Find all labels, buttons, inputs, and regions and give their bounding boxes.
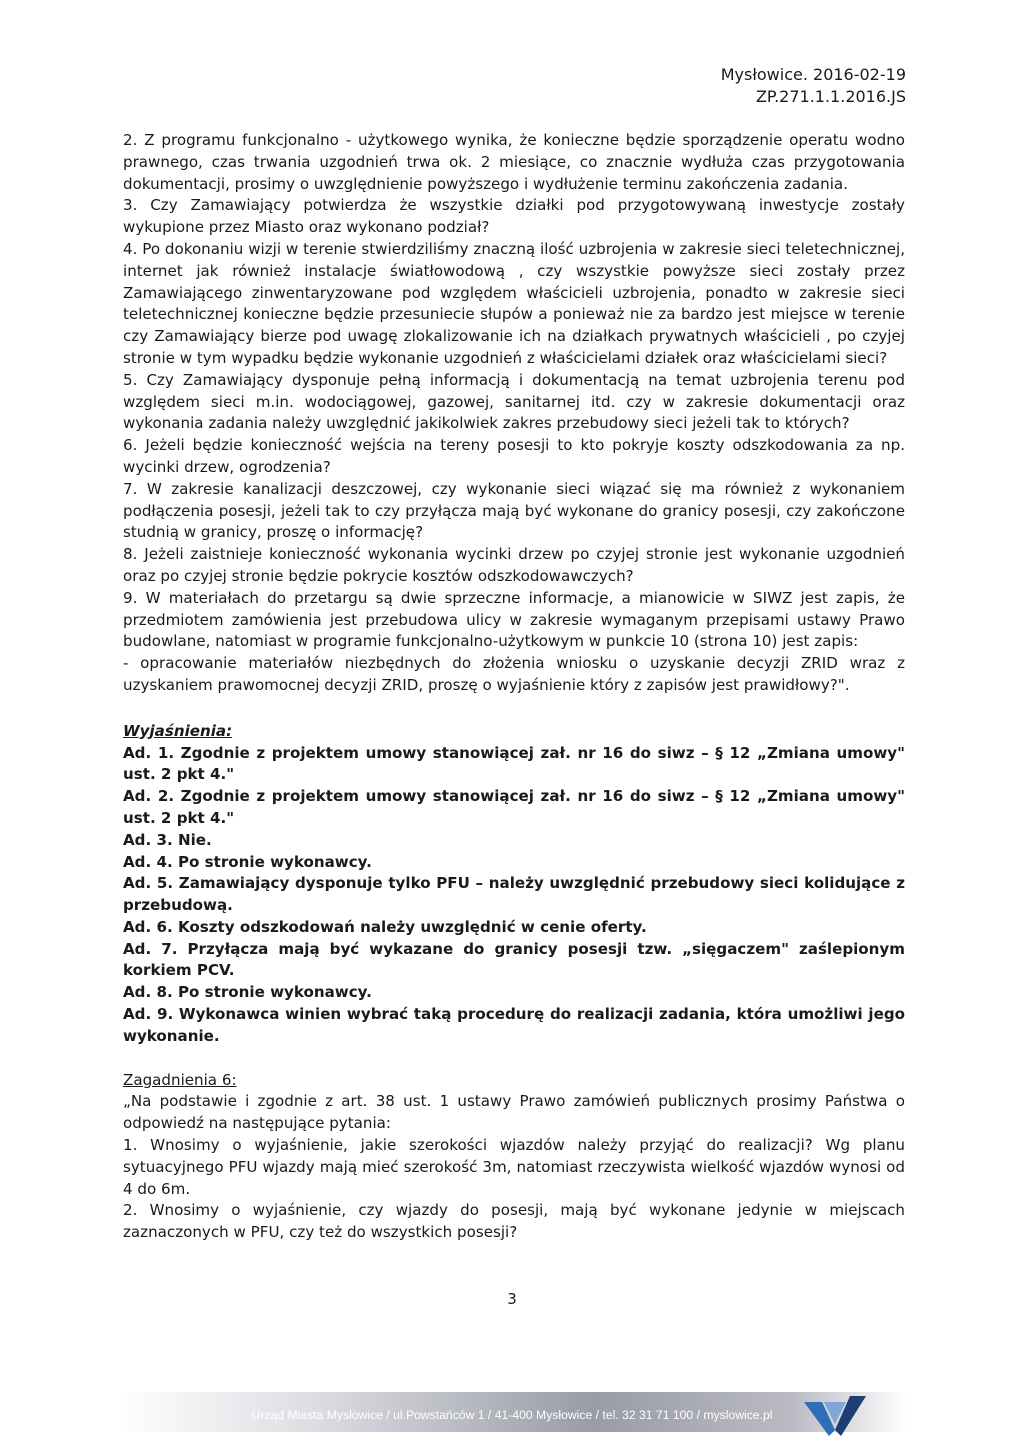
answer-3: Ad. 3. Nie.	[123, 830, 212, 849]
city-date: Mysłowice. 2016-02-19	[720, 65, 906, 84]
issues-heading: Zagadnienia 6:	[123, 1070, 237, 1089]
page-number: 3	[507, 1290, 517, 1308]
question-2: 2. Z programu funkcjonalno - użytkowego wynika, że konieczne będzie sporządzenie operatu wodno prawnego, czas trwania uzgodnień trwa ok. 2 miesiące, co znacznie wydłuża czas przygotowania dokumentacji, prosimy o uwzględnienie powyższego i wydłużenie terminu zakończenia zadania.	[123, 131, 905, 193]
issues-intro: „Na podstawie i zgodnie z art. 38 ust. 1 ustawy Prawo zamówień publicznych prosimy Państwa o odpowiedź na następujące pytania:	[123, 1092, 905, 1133]
footer-address: Urząd Miasta Mysłowice / ul.Powstańców 1 / 41-400 Mysłowice / tel. 32 31 71 100 / myslowice.pl	[251, 1408, 773, 1422]
question-8: 8. Jeżeli zaistnieje konieczność wykonania wycinki drzew po czyjej stronie jest wykonanie uzgodnień oraz po czyjej stronie będzie pokrycie kosztów odszkodowawczych?	[123, 545, 905, 585]
spacer	[123, 1048, 905, 1070]
spacer	[123, 697, 905, 721]
answer-2: Ad. 2. Zgodnie z projektem umowy stanowiącej zał. nr 16 do siwz – § 12 „Zmiana umowy" ust. 2 pkt 4."	[123, 787, 905, 827]
answer-5: Ad. 5. Zamawiający dysponuje tylko PFU – należy uwzględnić przebudowy sieci kolidujące z przebudową.	[123, 874, 905, 915]
issues-question-1: 1. Wnosimy o wyjaśnienie, jakie szerokości wjazdów należy przyjąć do realizacji? Wg planu sytuacyjnego PFU wjazdy mają mieć szerokość 3m, natomiast rzeczywista wielkość wjazdów wynosi od 4 do 6m.	[123, 1136, 905, 1198]
explanations-heading: Wyjaśnienia:	[123, 721, 233, 740]
city-logo-icon	[800, 1386, 870, 1438]
question-7: 7. W zakresie kanalizacji deszczowej, czy wykonanie sieci wiązać się ma również z wykonaniem podłączenia posesji, jeżeli tak to czy przyłącza mają być wykonane do granicy posesji, czy zakończone studnią w granicy, proszę o informację?	[123, 479, 905, 542]
document-body	[123, 130, 905, 1244]
question-9: 9. W materiałach do przetargu są dwie sprzeczne informacje, a mianowicie w SIWZ jest zapis, że przedmiotem zamówienia jest przebudowa ulicy w zakresie wymaganym przepisami ustawy Prawo budowlane, natomiast w programie funkcjonalno-użytkowym w punkcie 10 (strona 10) jest zapis:	[123, 588, 905, 651]
answer-6: Ad. 6. Koszty odszkodowań należy uwzględnić w cenie oferty.	[123, 917, 647, 936]
answer-9: Ad. 9. Wykonawca winien wybrać taką procedurę do realizacji zadania, która umożliwi jego wykonanie.	[123, 1005, 905, 1045]
document-header	[721, 64, 906, 108]
issues-question-2: 2. Wnosimy o wyjaśnienie, czy wjazdy do posesji, mają być wykonane jedynie w miejscach zaznaczonych w PFU, czy też do wszystkich posesji?	[123, 1201, 905, 1242]
question-5: 5. Czy Zamawiający dysponuje pełną informacją i dokumentacją na temat uzbrojenia terenu pod względem sieci m.in. wodociągowej, gazowej, sanitarnej itd. czy w zakresie dokumentacji oraz wykonania zadania należy uwzględnić jakikolwiek zakres przebudowy sieci jeżeli tak to których?	[123, 370, 905, 433]
answer-4: Ad. 4. Po stronie wykonawcy.	[123, 852, 372, 871]
question-4: 4. Po dokonaniu wizji w terenie stwierdziliśmy znaczną ilość uzbrojenia w zakresie sieci teletechnicznej, internet jak również instalacje światłowodową , czy wszystkie powyższe sieci zostały przez Zamawiającego zinwentaryzowane pod względem właścicieli uzbrojenia, ponadto w zakresie sieci teletechnicznej konieczne będzie przesuniecie słupów a ponieważ nie za bardzo jest miejsce w terenie czy Zamawiający bierze pod uwagę zlokalizowanie ich na działkach prywatnych właścicieli , po czyjej stronie w tym wypadku będzie wykonanie uzgodnień z właścicielami działek oraz właścicielami sieci?	[123, 239, 905, 367]
reference-number: ZP.271.1.1.2016.JS	[755, 87, 906, 106]
question-6: 6. Jeżeli będzie konieczność wejścia na tereny posesji to kto pokryje koszty odszkodowania za np. wycinki drzew, ogrodzenia?	[123, 436, 905, 476]
question-9-quote: - opracowanie materiałów niezbędnych do złożenia wniosku o uzyskanie decyzji ZRID wraz z uzyskaniem prawomocnej decyzji ZRID, proszę o wyjaśnienie który z zapisów jest prawidłowy?".	[123, 654, 905, 694]
question-3: 3. Czy Zamawiający potwierdza że wszystkie działki pod przygotowywaną inwestycje zostały wykupione przez Miasto oraz wykonano podział?	[123, 196, 905, 237]
answer-7: Ad. 7. Przyłącza mają być wykazane do granicy posesji tzw. „sięgaczem" zaślepionym korkiem PCV.	[123, 939, 905, 980]
answer-8: Ad. 8. Po stronie wykonawcy.	[123, 983, 372, 1002]
answer-1: Ad. 1. Zgodnie z projektem umowy stanowiącej zał. nr 16 do siwz – § 12 „Zmiana umowy" ust. 2 pkt 4."	[123, 743, 905, 784]
